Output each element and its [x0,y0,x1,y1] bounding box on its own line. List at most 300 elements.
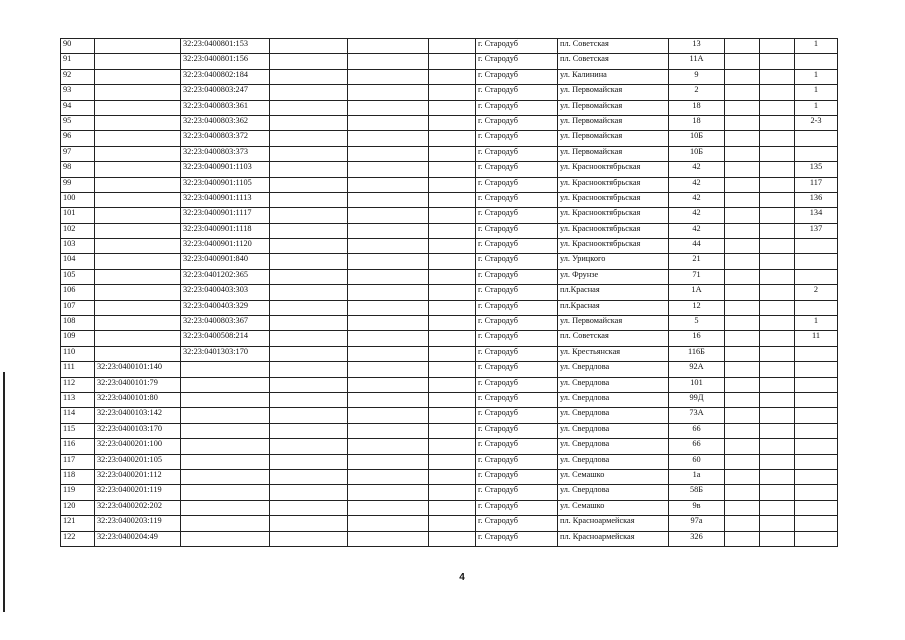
apartment-cell: 136 [795,192,838,207]
row-number-cell: 109 [61,331,95,346]
empty-cell [725,208,760,223]
street-cell: ул. Свердлова [558,454,669,469]
street-cell: ул. Первомайская [558,131,669,146]
street-cell: ул. Калинина [558,69,669,84]
empty-cell [348,423,429,438]
cadastral-number-b-cell [181,439,270,454]
table-row [61,346,838,361]
house-number-cell: 16 [669,331,725,346]
city-cell: г. Стародуб [476,454,558,469]
cadastral-number-b-cell [181,362,270,377]
apartment-cell [795,439,838,454]
street-cell: пл.Красная [558,285,669,300]
apartment-cell [795,392,838,407]
table-row [61,131,838,146]
cadastral-number-b-cell: 32:23:0400803:373 [181,146,270,161]
city-cell: г. Стародуб [476,146,558,161]
cadastral-number-a-cell: 32:23:0400201:119 [95,485,181,500]
table-row [61,469,838,484]
empty-cell [348,54,429,69]
empty-cell [760,423,795,438]
city-cell: г. Стародуб [476,392,558,407]
house-number-cell: 326 [669,531,725,546]
street-cell: ул. Первомайская [558,85,669,100]
row-number-cell: 90 [61,39,95,54]
house-number-cell: 21 [669,254,725,269]
house-number-cell: 60 [669,454,725,469]
city-cell: г. Стародуб [476,469,558,484]
empty-cell [760,531,795,546]
house-number-cell: 1А [669,285,725,300]
apartment-cell [795,239,838,254]
street-cell: ул. Семашко [558,500,669,515]
table-row [61,239,838,254]
city-cell: г. Стародуб [476,269,558,284]
empty-cell [429,100,476,115]
house-number-cell: 42 [669,223,725,238]
street-cell: ул. Первомайская [558,100,669,115]
street-cell: ул. Краснооктябрьская [558,162,669,177]
cadastral-number-a-cell [95,223,181,238]
empty-cell [725,223,760,238]
apartment-cell: 11 [795,331,838,346]
empty-cell [429,423,476,438]
house-number-cell: 66 [669,439,725,454]
apartment-cell [795,146,838,161]
street-cell: ул. Свердлова [558,439,669,454]
empty-cell [348,469,429,484]
city-cell: г. Стародуб [476,192,558,207]
cadastral-number-b-cell: 32:23:0400901:840 [181,254,270,269]
empty-cell [348,269,429,284]
house-number-cell: 11А [669,54,725,69]
empty-cell [270,115,348,130]
empty-cell [270,146,348,161]
empty-cell [760,192,795,207]
house-number-cell: 99Д [669,392,725,407]
table-row [61,223,838,238]
empty-cell [270,362,348,377]
empty-cell [429,285,476,300]
empty-cell [760,346,795,361]
empty-cell [270,516,348,531]
row-number-cell: 101 [61,208,95,223]
apartment-cell [795,500,838,515]
cadastral-number-a-cell: 32:23:0400101:80 [95,392,181,407]
empty-cell [348,408,429,423]
table-row [61,392,838,407]
cadastral-number-b-cell: 32:23:0400901:1118 [181,223,270,238]
table-row [61,531,838,546]
cadastral-number-b-cell [181,485,270,500]
row-number-cell: 122 [61,531,95,546]
cadastral-number-a-cell [95,285,181,300]
empty-cell [429,239,476,254]
street-cell: ул. Крестьянская [558,346,669,361]
empty-cell [270,408,348,423]
city-cell: г. Стародуб [476,39,558,54]
empty-cell [725,331,760,346]
cadastral-number-b-cell [181,377,270,392]
empty-cell [429,177,476,192]
cadastral-number-b-cell [181,469,270,484]
house-number-cell: 42 [669,192,725,207]
cadastral-number-a-cell [95,115,181,130]
cadastral-number-b-cell: 32:23:0400803:247 [181,85,270,100]
city-cell: г. Стародуб [476,316,558,331]
empty-cell [760,115,795,130]
empty-cell [725,54,760,69]
street-cell: ул. Урицкого [558,254,669,269]
cadastral-number-a-cell: 32:23:0400103:170 [95,423,181,438]
city-cell: г. Стародуб [476,223,558,238]
row-number-cell: 120 [61,500,95,515]
empty-cell [725,254,760,269]
empty-cell [270,285,348,300]
row-number-cell: 118 [61,469,95,484]
cadastral-number-b-cell [181,516,270,531]
empty-cell [725,300,760,315]
table-row [61,300,838,315]
house-number-cell: 9 [669,69,725,84]
apartment-cell [795,516,838,531]
empty-cell [348,208,429,223]
empty-cell [270,208,348,223]
empty-cell [725,531,760,546]
empty-cell [270,69,348,84]
empty-cell [348,254,429,269]
empty-cell [429,377,476,392]
empty-cell [429,454,476,469]
empty-cell [270,269,348,284]
empty-cell [760,131,795,146]
apartment-cell: 1 [795,316,838,331]
city-cell: г. Стародуб [476,177,558,192]
house-number-cell: 5 [669,316,725,331]
row-number-cell: 116 [61,439,95,454]
cadastral-number-b-cell: 32:23:0400403:303 [181,285,270,300]
cadastral-number-b-cell: 32:23:0400803:362 [181,115,270,130]
street-cell: ул. Свердлова [558,423,669,438]
table-row [61,500,838,515]
apartment-cell [795,362,838,377]
house-number-cell: 1а [669,469,725,484]
empty-cell [429,54,476,69]
house-number-cell: 42 [669,208,725,223]
cadastral-number-a-cell [95,54,181,69]
empty-cell [348,177,429,192]
apartment-cell: 135 [795,162,838,177]
apartment-cell: 134 [795,208,838,223]
empty-cell [760,39,795,54]
empty-cell [760,392,795,407]
cadastral-number-b-cell: 32:23:0400801:153 [181,39,270,54]
street-cell: пл.Красная [558,300,669,315]
apartment-cell [795,254,838,269]
row-number-cell: 94 [61,100,95,115]
empty-cell [725,423,760,438]
cadastral-number-b-cell [181,423,270,438]
house-number-cell: 9в [669,500,725,515]
empty-cell [270,392,348,407]
empty-cell [429,192,476,207]
cadastral-number-b-cell: 32:23:0400803:361 [181,100,270,115]
city-cell: г. Стародуб [476,208,558,223]
city-cell: г. Стародуб [476,162,558,177]
city-cell: г. Стародуб [476,100,558,115]
cadastral-number-b-cell: 32:23:0400901:1117 [181,208,270,223]
city-cell: г. Стародуб [476,85,558,100]
empty-cell [270,254,348,269]
city-cell: г. Стародуб [476,54,558,69]
house-number-cell: 101 [669,377,725,392]
row-number-cell: 92 [61,69,95,84]
street-cell: ул. Первомайская [558,146,669,161]
empty-cell [348,223,429,238]
empty-cell [348,485,429,500]
empty-cell [725,316,760,331]
row-number-cell: 104 [61,254,95,269]
empty-cell [348,500,429,515]
cadastral-number-a-cell [95,131,181,146]
empty-cell [429,500,476,515]
table-row [61,85,838,100]
table-row [61,177,838,192]
city-cell: г. Стародуб [476,300,558,315]
empty-cell [429,223,476,238]
row-number-cell: 113 [61,392,95,407]
empty-cell [760,285,795,300]
house-number-cell: 116Б [669,346,725,361]
empty-cell [725,39,760,54]
house-number-cell: 10Б [669,146,725,161]
city-cell: г. Стародуб [476,254,558,269]
street-cell: пл. Советская [558,39,669,54]
apartment-cell: 1 [795,100,838,115]
table-row [61,423,838,438]
page-number: 4 [459,572,465,583]
city-cell: г. Стародуб [476,69,558,84]
page-edge-rule [3,372,5,612]
empty-cell [725,454,760,469]
cadastral-number-b-cell: 32:23:0400802:184 [181,69,270,84]
cadastral-number-a-cell [95,331,181,346]
row-number-cell: 98 [61,162,95,177]
street-cell: ул. Семашко [558,469,669,484]
empty-cell [760,469,795,484]
apartment-cell [795,423,838,438]
street-cell: ул. Краснооктябрьская [558,177,669,192]
empty-cell [725,115,760,130]
cadastral-number-b-cell: 32:23:0400901:1120 [181,239,270,254]
cadastral-number-a-cell: 32:23:0400103:142 [95,408,181,423]
cadastral-number-b-cell: 32:23:0401303:170 [181,346,270,361]
row-number-cell: 108 [61,316,95,331]
empty-cell [725,69,760,84]
cadastral-number-a-cell [95,162,181,177]
city-cell: г. Стародуб [476,485,558,500]
empty-cell [760,331,795,346]
empty-cell [348,69,429,84]
empty-cell [348,131,429,146]
cadastral-number-a-cell: 32:23:0400101:140 [95,362,181,377]
street-cell: ул. Краснооктябрьская [558,208,669,223]
cadastral-number-a-cell [95,146,181,161]
table-row [61,316,838,331]
empty-cell [270,423,348,438]
empty-cell [429,131,476,146]
apartment-cell [795,346,838,361]
empty-cell [348,85,429,100]
cadastral-number-a-cell [95,316,181,331]
empty-cell [429,485,476,500]
table-row [61,269,838,284]
table-row [61,331,838,346]
city-cell: г. Стародуб [476,500,558,515]
empty-cell [725,177,760,192]
city-cell: г. Стародуб [476,377,558,392]
cadastral-number-a-cell [95,269,181,284]
empty-cell [429,69,476,84]
city-cell: г. Стародуб [476,131,558,146]
cadastral-number-a-cell [95,300,181,315]
empty-cell [348,439,429,454]
empty-cell [760,485,795,500]
empty-cell [348,285,429,300]
city-cell: г. Стародуб [476,346,558,361]
empty-cell [725,392,760,407]
empty-cell [348,516,429,531]
empty-cell [725,469,760,484]
row-number-cell: 111 [61,362,95,377]
cadastral-number-a-cell [95,177,181,192]
cadastral-number-b-cell: 32:23:0400901:1113 [181,192,270,207]
row-number-cell: 91 [61,54,95,69]
empty-cell [760,69,795,84]
empty-cell [429,531,476,546]
empty-cell [270,177,348,192]
empty-cell [348,346,429,361]
row-number-cell: 95 [61,115,95,130]
table-row [61,54,838,69]
empty-cell [760,162,795,177]
row-number-cell: 96 [61,131,95,146]
house-number-cell: 58Б [669,485,725,500]
house-number-cell: 13 [669,39,725,54]
empty-cell [270,454,348,469]
empty-cell [348,392,429,407]
street-cell: ул. Краснооктябрьская [558,192,669,207]
row-number-cell: 115 [61,423,95,438]
empty-cell [429,316,476,331]
row-number-cell: 93 [61,85,95,100]
cadastral-number-a-cell [95,100,181,115]
empty-cell [429,439,476,454]
empty-cell [760,316,795,331]
empty-cell [348,39,429,54]
empty-cell [270,377,348,392]
empty-cell [270,100,348,115]
empty-cell [348,331,429,346]
table-row [61,408,838,423]
city-cell: г. Стародуб [476,531,558,546]
table-row [61,516,838,531]
street-cell: пл. Советская [558,54,669,69]
apartment-cell [795,469,838,484]
house-number-cell: 42 [669,177,725,192]
apartment-cell [795,300,838,315]
table-row [61,254,838,269]
empty-cell [429,115,476,130]
empty-cell [348,300,429,315]
house-number-cell: 66 [669,423,725,438]
empty-cell [760,208,795,223]
table-row [61,39,838,54]
row-number-cell: 117 [61,454,95,469]
row-number-cell: 107 [61,300,95,315]
empty-cell [725,346,760,361]
row-number-cell: 105 [61,269,95,284]
empty-cell [270,316,348,331]
house-number-cell: 97а [669,516,725,531]
row-number-cell: 110 [61,346,95,361]
apartment-cell [795,377,838,392]
empty-cell [760,269,795,284]
cadastral-number-a-cell [95,69,181,84]
cadastral-number-b-cell [181,408,270,423]
cadastral-number-a-cell [95,85,181,100]
empty-cell [270,39,348,54]
house-number-cell: 10Б [669,131,725,146]
empty-cell [348,454,429,469]
empty-cell [270,531,348,546]
empty-cell [760,516,795,531]
street-cell: ул. Свердлова [558,362,669,377]
table-row [61,162,838,177]
empty-cell [270,500,348,515]
house-number-cell: 2 [669,85,725,100]
cadastral-number-b-cell [181,392,270,407]
street-cell: ул. Краснооктябрьская [558,223,669,238]
city-cell: г. Стародуб [476,239,558,254]
empty-cell [429,346,476,361]
cadastral-number-a-cell: 32:23:0400201:100 [95,439,181,454]
empty-cell [760,100,795,115]
cadastral-number-a-cell: 32:23:0400101:79 [95,377,181,392]
table-row [61,362,838,377]
apartment-cell: 1 [795,39,838,54]
table-row [61,285,838,300]
city-cell: г. Стародуб [476,115,558,130]
empty-cell [725,100,760,115]
house-number-cell: 18 [669,100,725,115]
empty-cell [760,223,795,238]
table-row [61,439,838,454]
cadastral-number-b-cell [181,531,270,546]
empty-cell [429,362,476,377]
city-cell: г. Стародуб [476,516,558,531]
empty-cell [348,362,429,377]
row-number-cell: 102 [61,223,95,238]
empty-cell [348,100,429,115]
cadastral-number-b-cell [181,500,270,515]
empty-cell [429,254,476,269]
empty-cell [429,300,476,315]
house-number-cell: 92А [669,362,725,377]
empty-cell [270,239,348,254]
row-number-cell: 100 [61,192,95,207]
street-cell: ул. Первомайская [558,115,669,130]
